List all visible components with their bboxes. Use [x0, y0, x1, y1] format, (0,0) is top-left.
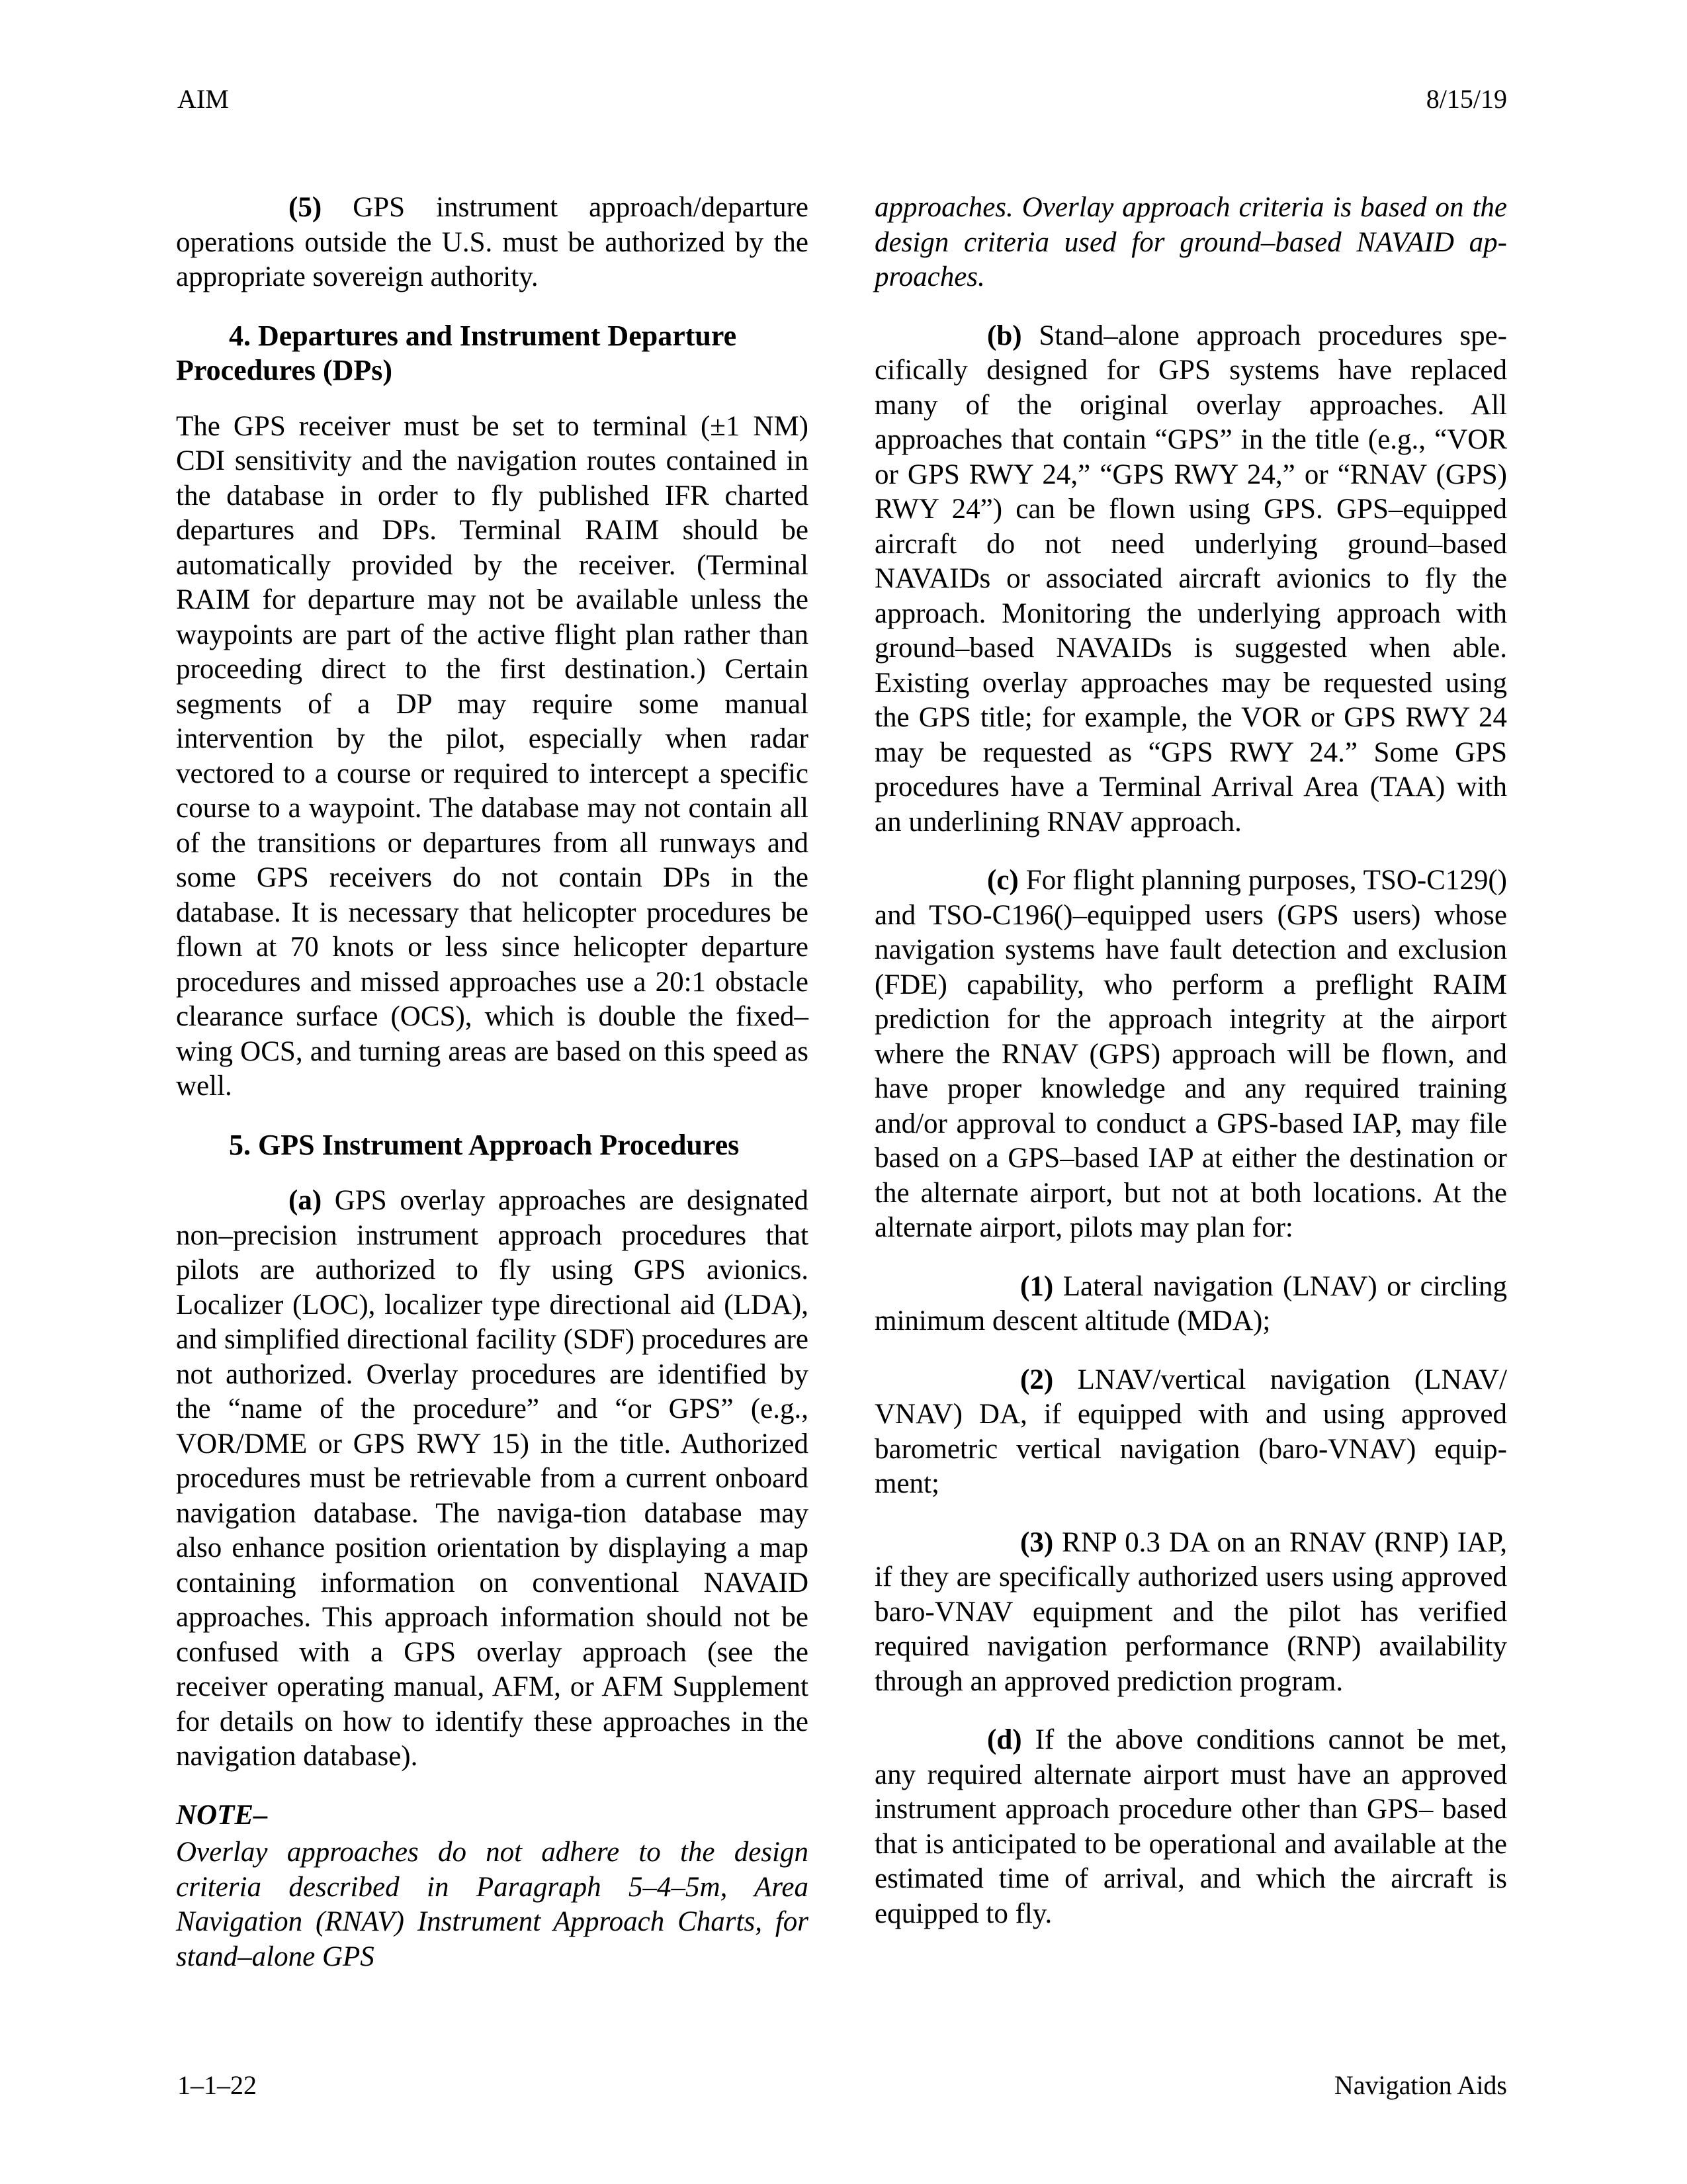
note-title: NOTE–	[176, 1799, 268, 1831]
paragraph-label: (d)	[987, 1724, 1022, 1755]
paragraph-label: (c)	[987, 865, 1019, 896]
right-column	[875, 191, 1507, 1955]
paragraph-text: If the above conditions cannot be met, any required alternate airport must have an approved instrument approach procedure other than GPS– based that is anticipated to be operational and available at the estimated time of arrival, and which the aircraft is equipped to fly.	[875, 1724, 1507, 1929]
paragraph-text: Stand–alone approach procedures spe-cifically designed for GPS systems have replaced many of the original overlay approaches. All approaches that contain “GPS” in the title (e.g., “VOR or GPS RWY 24,” “GPS RWY 24,” or “RNAV (GPS) RWY 24”) can be flown using GPS. GPS–equipped aircraft do not need underlying ground–based NAVAIDs or associated aircraft avionics to fly the approach. Monitoring the underlying approach with ground–based NAVAIDs is suggested when able. Existing overlay approaches may be requested using the GPS title; for example, the VOR or GPS RWY 24 may be requested as “GPS RWY 24.” Some GPS procedures have a Terminal Arrival Area (TAA) with an underlining RNAV approach.	[875, 320, 1507, 838]
paragraph-b	[875, 319, 1507, 840]
paragraph-text: GPS instrument approach/departure operations outside the U.S. must be authorized by the appropriate sovereign authority.	[176, 192, 808, 292]
paragraph-c	[875, 863, 1507, 1246]
paragraph-2	[875, 1363, 1507, 1502]
paragraph-departures-body: The GPS receiver must be set to terminal (±1 NM) CDI sensitivity and the navigation routes contained in the database in order to fly published IFR charted departures and DPs. Terminal RAIM should be automatically provided by the receiver. (Terminal RAIM for departure may not be available unless the waypoints are part of the active flight plan rather than proceeding direct to the first destination.) Certain segments of a DP may require some manual intervention by the pilot, especially when radar vectored to a course or required to intercept a specific course to a waypoint. The database may not contain all of the transitions or departures from all runways and some GPS receivers do not contain DPs in the database. It is necessary that helicopter procedures be flown at 70 knots or less since helicopter departure procedures and missed approaches use a 20:1 obstacle clearance surface (OCS), which is double the fixed–wing OCS, and turning areas are based on this speed as well.	[176, 410, 808, 1102]
paragraph-a	[176, 1184, 808, 1774]
paragraph-5	[176, 191, 808, 295]
section-heading-departures: 4. Departures and Instrument Departure Procedures (DPs)	[176, 319, 737, 386]
paragraph-text: GPS overlay approaches are designated non–precision instrument approach procedures that pilots are authorized to fly using GPS avionics. Localizer (LOC), localizer type directional aid (LDA), and simplified directional facility (SDF) procedures are not authorized. Overlay procedures are identified by the “name of the procedure” and “or GPS” (e.g., VOR/DME or GPS RWY 15) in the title. Authorized procedures must be retrievable from a current onboard navigation database. The naviga-tion database may also enhance position orientation by displaying a map containing information on conventional NAVAID approaches. This approach information should not be confused with a GPS overlay approach (see the receiver operating manual, AFM, or AFM Supplement for details on how to identify these approaches in the navigation database).	[176, 1185, 808, 1772]
paragraph-text: Lateral navigation (LNAV) or circling minimum descent altitude (MDA);	[875, 1270, 1507, 1336]
paragraph-label: (2)	[1020, 1364, 1054, 1395]
paragraph-label: (a)	[288, 1185, 322, 1216]
paragraph-label: (3)	[1020, 1526, 1054, 1558]
section-heading-gps-approach: 5. GPS Instrument Approach Procedures	[229, 1128, 740, 1161]
header-date: 8/15/19	[1426, 84, 1507, 114]
paragraph-1	[875, 1270, 1507, 1339]
note-body-continued: approaches. Overlay approach criteria is based on the design criteria used for ground–based NAVAID ap-proaches.	[875, 192, 1507, 292]
left-column	[176, 191, 808, 1974]
paragraph-3	[875, 1526, 1507, 1700]
paragraph-label: (b)	[987, 320, 1022, 351]
paragraph-label: (5)	[288, 192, 322, 223]
footer-chapter-title: Navigation Aids	[1334, 2070, 1507, 2100]
paragraph-text: LNAV/vertical navigation (LNAV/ VNAV) DA, if equipped with and using approved barometric vertical navigation (baro-VNAV) equip-ment;	[875, 1364, 1507, 1499]
header-publication: AIM	[177, 84, 229, 114]
note-body: Overlay approaches do not adhere to the design criteria described in Paragraph 5–4–5m, Area Navigation (RNAV) Instrument Approach Charts, for stand–alone GPS	[176, 1837, 808, 1972]
paragraph-text: For flight planning purposes, TSO-C129() and TSO-C196()–equipped users (GPS users) whose navigation systems have fault detection and exclusion (FDE) capability, who perform a preflight RAIM prediction for the approach integrity at the airport where the RNAV (GPS) approach will be flown, and have proper knowledge and any required training and/or approval to conduct a GPS-based IAP, may file based on a GPS–based IAP at either the destination or the alternate airport, but not at both locations. At the alternate airport, pilots may plan for:	[875, 865, 1507, 1243]
footer-page-number: 1–1–22	[177, 2070, 257, 2100]
paragraph-d	[875, 1723, 1507, 1931]
paragraph-text: RNP 0.3 DA on an RNAV (RNP) IAP, if they are specifically authorized users using approved baro-VNAV equipment and the pilot has verified required navigation performance (RNP) availability through an approved prediction program.	[875, 1526, 1507, 1697]
paragraph-label: (1)	[1020, 1270, 1054, 1302]
